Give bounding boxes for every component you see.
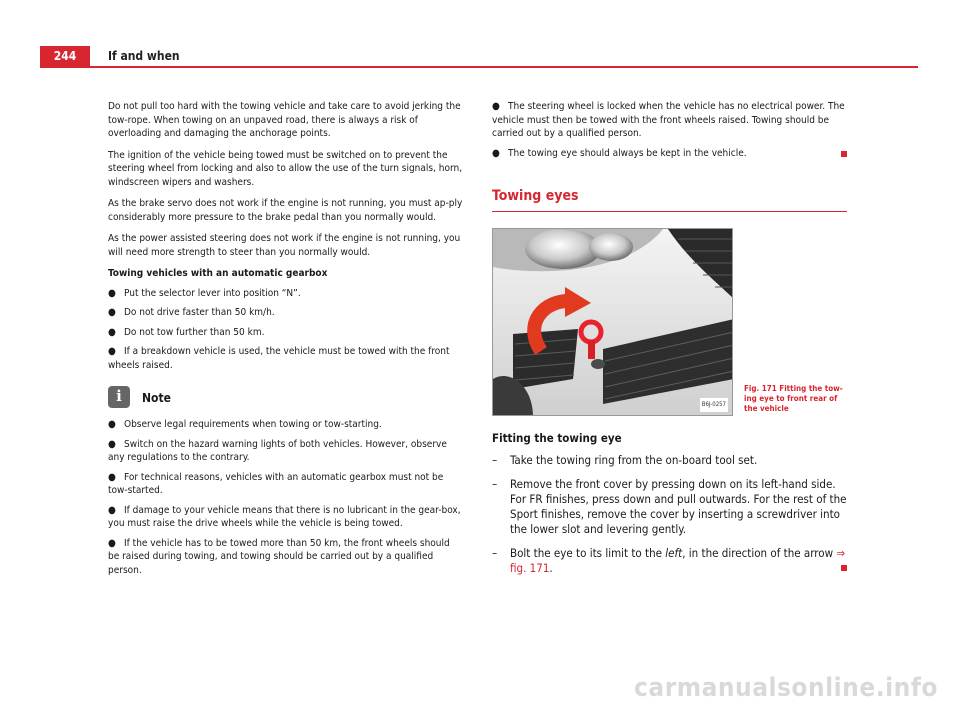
left-column — [108, 100, 463, 583]
step-text-part: Bolt the eye to its limit to the — [510, 546, 666, 560]
towing-eye-illustration — [492, 228, 733, 416]
list-item — [108, 345, 463, 372]
dash-icon: – — [492, 453, 498, 467]
note-item — [108, 418, 463, 432]
step-text-italic: left — [665, 546, 683, 560]
right-column — [492, 100, 847, 585]
list-item-text: Do not drive faster than 50 km/h. — [124, 307, 275, 318]
section-title: Towing eyes — [492, 188, 579, 204]
note-item-text: For technical reasons, vehicles with an automatic gearbox must not be tow-started. — [108, 471, 444, 496]
end-marker-icon — [841, 151, 847, 157]
note-item-text: Observe legal requirements when towing or tow-starting. — [124, 419, 382, 430]
list-item — [108, 326, 463, 340]
page-number: 244 — [40, 46, 90, 68]
paragraph: The ignition of the vehicle being towed must be switched on to prevent the steering wheel from locking and also to allow the use of the turn signals, horn, windscreen wipers and washers. — [108, 149, 463, 188]
note-header — [108, 386, 463, 408]
step-text-part: . — [549, 561, 553, 575]
bullet-icon: ● — [492, 147, 500, 159]
note-label: Note — [142, 391, 171, 406]
dash-icon: – — [492, 546, 498, 560]
procedure-step — [492, 546, 847, 576]
paragraph: As the brake servo does not work if the engine is not running, you must ap-ply considerably more pressure to the brake pedal than you normally would. — [108, 198, 463, 223]
bullet-icon: ● — [108, 326, 116, 338]
note-item — [108, 537, 463, 578]
bullet-icon: ● — [108, 504, 116, 516]
paragraph: Do not pull too hard with the towing vehicle and take care to avoid jerking the tow-rope. When towing on an unpaved road, there is always a risk of overloading and damaging the anchorage points. — [108, 101, 461, 139]
list-item-text: The towing eye should always be kept in the vehicle. — [508, 147, 747, 159]
note-item-text: If the vehicle has to be towed more than 50 km, the front wheels should be raised during towing, and towing should be carried out by a qualified person. — [108, 537, 450, 576]
paragraph: As the power assisted steering does not work if the engine is not running, you will need more strength to steer than you normally would. — [108, 233, 461, 258]
figure-reference-link[interactable]: ⇒ fig. 171 — [510, 546, 846, 575]
list-item — [108, 306, 463, 320]
procedure-step — [492, 453, 847, 468]
bullet-icon: ● — [492, 101, 500, 112]
note-item — [108, 471, 463, 498]
list-item-text: If a breakdown vehicle is used, the vehicle must be towed with the front wheels raised. — [108, 346, 450, 371]
end-marker-icon — [841, 565, 847, 571]
dash-icon: – — [492, 477, 498, 491]
note-item — [108, 504, 463, 531]
bullet-icon: ● — [108, 471, 116, 483]
list-item-text: Put the selector lever into position “N”. — [124, 287, 301, 299]
info-icon: i — [108, 386, 130, 408]
bullet-icon: ● — [108, 346, 116, 357]
note-item — [108, 438, 463, 465]
note-item-text: Switch on the hazard warning lights of both vehicles. However, observe any regulations to the contrary. — [108, 438, 447, 463]
procedure-title: Fitting the towing eye — [492, 430, 622, 445]
list-item — [108, 287, 463, 301]
bullet-icon: ● — [108, 438, 116, 450]
list-item-text: The steering wheel is locked when the vehicle has no electrical power. The vehicle must then be towed with the front wheels raised. Towing should be carried out by a qualified person. — [492, 101, 845, 139]
figure-block — [492, 228, 847, 416]
step-text — [510, 546, 847, 576]
section-rule — [492, 211, 847, 212]
page-title: If and when — [108, 49, 180, 63]
bullet-icon: ● — [108, 537, 116, 549]
car-front-illustration — [493, 229, 733, 416]
watermark: carmanualsonline.info — [634, 672, 938, 703]
list-item-text: Do not tow further than 50 km. — [124, 326, 265, 338]
procedure-step — [492, 477, 847, 537]
note-item-text: If damage to your vehicle means that there is no lubricant in the gear-box, you must raise the drive wheels while the vehicle is being towed. — [108, 504, 461, 529]
bullet-icon: ● — [108, 307, 116, 318]
step-text: Remove the front cover by pressing down on its left-hand side. For FR finishes, press down and pull outwards. For the rest of the Sport finishes, remove the cover by inserting a screwdriver into the lower slot and levering gently. — [510, 477, 847, 536]
bullet-icon: ● — [108, 287, 116, 299]
figure-caption: Fig. 171 Fitting the tow-ing eye to front rear of the vehicle — [744, 383, 843, 413]
bullet-icon: ● — [108, 419, 116, 430]
step-text: Take the towing ring from the on-board tool set. — [510, 453, 758, 467]
step-text-part: , in the direction of the arrow — [682, 546, 837, 560]
header-rule — [90, 66, 918, 68]
automatic-gearbox-heading: Towing vehicles with an automatic gearbox — [108, 268, 328, 279]
list-item — [492, 100, 847, 141]
list-item — [492, 147, 847, 161]
figure-code: B6J-0257 — [700, 398, 728, 412]
